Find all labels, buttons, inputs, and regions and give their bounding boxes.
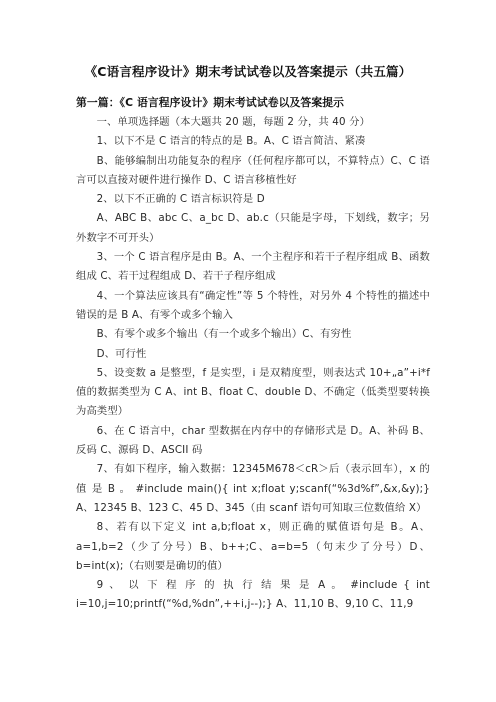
paragraph: 7、有如下程序，输入数据：12345M678＜cR＞后（表示回车），x 的 值 是 B 。 #include main(){ int x;float y;scanf(“%3d%f”,&x,&y);} A、12345 B、123 C、45 D、345（由 scanf 语句可知取三位数值给 X） <box>76 463 430 514</box>
paragraph: B、有零个或多个输出（有一个或多个输出）C、有穷性 <box>96 328 352 341</box>
section-heading: 第一篇：《C 语言程序设计》期末考试试卷以及答案提示 <box>76 96 345 109</box>
paragraph: 6、在 C 语言中，char 型数据在内存中的存储形式是 D。A、补码 B、反码 C、源码 D、ASCII 码 <box>76 424 430 457</box>
paragraph: A、ABC B、abc C、a_bc D、ab.c（只能是字母，下划线，数字；另外数字不可开头） <box>76 212 430 244</box>
paragraph: D、可行性 <box>96 347 147 360</box>
paragraph: B、能够编制出功能复杂的程序（任何程序都可以，不算特点）C、C 语言可以直接对硬件进行操作 D、C 语言移植性好 <box>76 154 430 186</box>
paragraph: 8、若有以下定义 int a,b;float x，则正确的赋值语句是 B。A、a=1,b=2（少了分号）B、b++;C、a=b=5（句末少了分号）D、b=int(x);（右则要是确切的值） <box>76 521 430 572</box>
paragraph: 一、单项选择题（本大题共 20 题，每题 2 分，共 40 分） <box>96 116 371 128</box>
paragraph: 1、以下不是 C 语言的特点的是 B。A、C 语言简洁、紧凑 <box>96 135 366 148</box>
paragraph: 4、一个算法应该具有“确定性”等 5 个特性，对另外 4 个特性的描述中错误的是 B A、有零个或多个输入 <box>76 289 430 321</box>
paragraph: 2、以下不正确的 C 语言标识符是 D <box>96 193 265 206</box>
document-title: 《C语言程序设计》期末考试试卷以及答案提示（共五篇） <box>84 64 412 79</box>
paragraph: 9 、 以 下 程 序 的 执 行 结 果 是 A 。 #include { int i=10,j=10;printf(“%d,%dn”,++i,j--);} A、11,10 B、9,10 C、11,9 <box>76 579 430 611</box>
document-body <box>76 113 430 615</box>
paragraph: 5、设变数 a 是整型，f 是实型，i 是双精度型，则表达式 10+„a”+i*f 值的数据类型为 C A、int B、float C、double D、不确定（低类型要转换为高类型） <box>76 366 430 418</box>
paragraph: 3、一个 C 语言程序是由 B。A、一个主程序和若干子程序组成 B、函数组成 C、若干过程组成 D、若干子程序组成 <box>76 251 430 283</box>
